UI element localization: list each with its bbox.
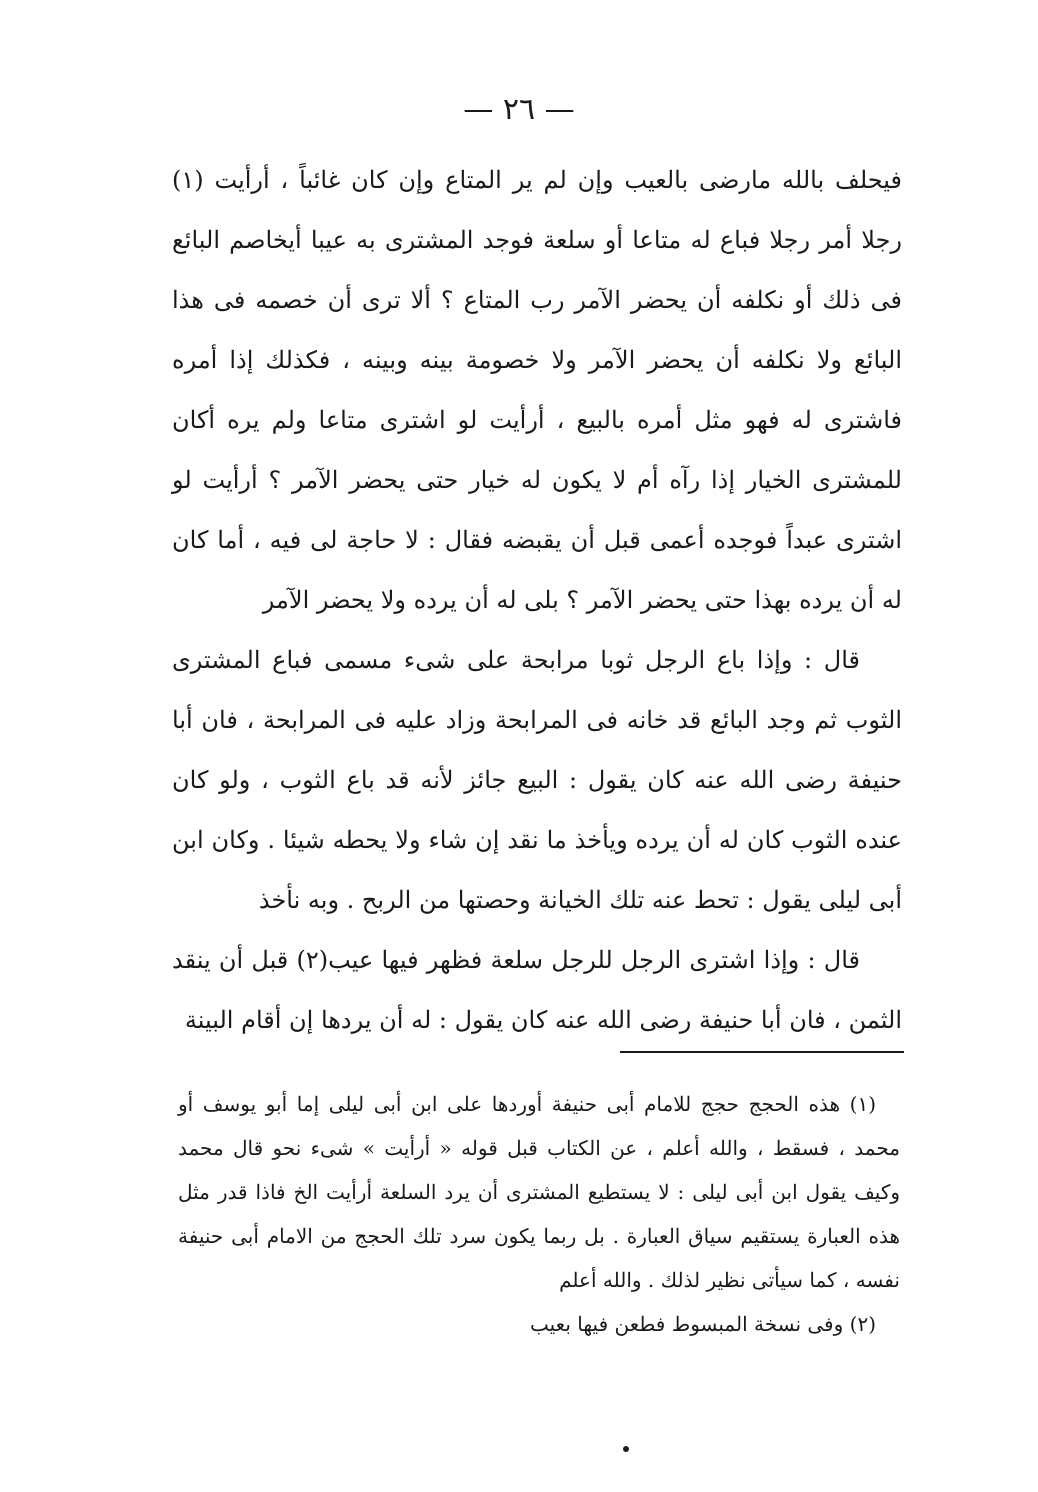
paragraph-1: فيحلف بالله مارضى بالعيب وإن لم ير المتاع وإن كان غائباً ، أرأيت (١) رجلا أمر رجلا فباع له متاعا أو سلعة فوجد المشترى به عيبا أيخاصم البائع فى ذلك أو نكلفه أن يحضر الآمر رب المتاع ؟ ألا ترى أن خصمه فى هذا البائع ولا نكلفه أن يحضر الآمر ولا خصومة بينه وبينه ، فكذلك إذا أمره فاشترى له فهو مثل أمره بالبيع ، أرأيت لو اشترى متاعا ولم يره أكان للمشترى الخيار إذا رآه أم لا يكون له خيار حتى يحضر الآمر ؟ أرأيت لو اشترى عبداً فوجده أعمى قبل أن يقبضه فقال : لا حاجة لى فيه ، أما كان له أن يرده بهذا حتى يحضر الآمر ؟ بلى له أن يرده ولا يحضر الآمر [172,166,903,614]
footnotes [178,1082,900,1346]
main-text [172,150,902,1050]
paragraph-3: قال : وإذا اشترى الرجل للرجل سلعة فظهر فيها عيب(٢) قبل أن ينقد الثمن ، فان أبا حنيفة رضى الله عنه كان يقول : له أن يردها إن أقام البينة [172,946,902,1034]
page-dot-mark [623,1446,629,1452]
footnote-separator [620,1051,904,1053]
paragraph-2: قال : وإذا باع الرجل ثوبا مرابحة على شىء مسمى فباع المشترى الثوب ثم وجد البائع قد خانه فى المرابحة وزاد عليه فى المرابحة ، فان أبا حنيفة رضى الله عنه كان يقول : البيع جائز لأنه قد باع الثوب ، ولو كان عنده الثوب كان له أن يرده ويأخذ ما نقد إن شاء ولا يحطه شيئا . وكان ابن أبى ليلى يقول : تحط عنه تلك الخيانة وحصتها من الربح . وبه نأخذ [172,646,902,914]
footnote-1: (١) هذه الحجج حجج للامام أبى حنيفة أوردها على ابن أبى ليلى إما أبو يوسف أو محمد ، فسقط ، والله أعلم ، عن الكتاب قبل قوله « أرأيت » شىء نحو قال محمد وكيف يقول ابن أبى ليلى : لا يستطيع المشترى أن يرد السلعة أرأيت الخ فاذا قدر مثل هذه العبارة يستقيم سياق العبارة . بل ربما يكون سرد تلك الحجج من الامام أبى حنيفة نفسه ، كما سيأتى نظير لذلك . والله أعلم [178,1092,900,1292]
footnote-2: (٢) وفى نسخة المبسوط فطعن فيها بعيب [530,1312,876,1336]
page-number: — ٢٦ — [463,92,575,127]
